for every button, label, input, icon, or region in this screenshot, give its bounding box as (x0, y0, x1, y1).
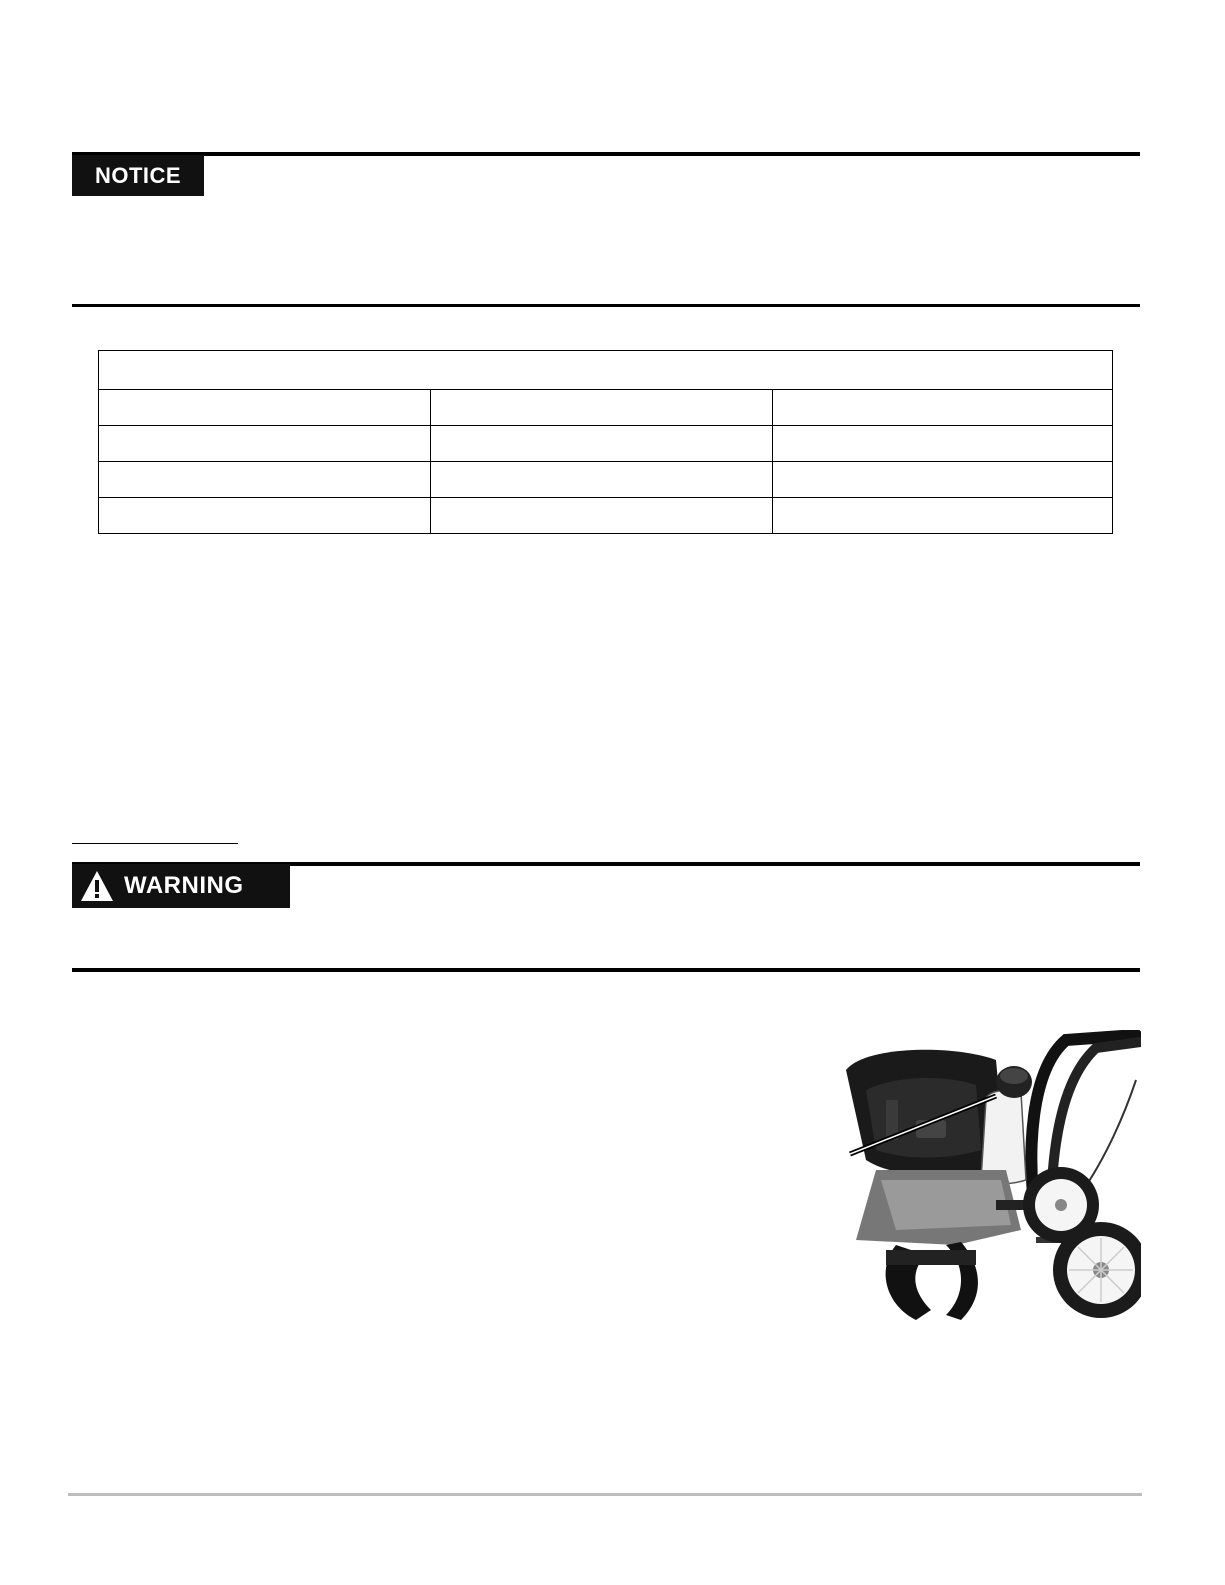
table-cell (773, 390, 1113, 426)
table-row (99, 390, 1113, 426)
warning-bottom-rule (72, 968, 1140, 972)
table-cell (431, 390, 773, 426)
table-cell (773, 426, 1113, 462)
warning-label-text: WARNING (124, 872, 244, 899)
table-row (99, 426, 1113, 462)
table-header-cell (99, 351, 1113, 390)
footer-rule (68, 1493, 1142, 1496)
warning-triangle-icon (80, 870, 114, 902)
table-row (99, 498, 1113, 534)
table-cell (773, 498, 1113, 534)
table-cell (431, 426, 773, 462)
table-header-row (99, 351, 1113, 390)
table-cell (773, 462, 1113, 498)
table-cell (99, 390, 431, 426)
table-cell (99, 462, 431, 498)
table-cell (99, 498, 431, 534)
notice-label-text: NOTICE (94, 162, 182, 188)
table-row (99, 462, 1113, 498)
table-cell (99, 426, 431, 462)
fuel-mix-table (98, 350, 1113, 534)
notice-label (72, 155, 204, 196)
section-heading-underline (72, 843, 238, 844)
notice-top-rule (72, 152, 1140, 156)
table-cell (431, 498, 773, 534)
notice-bottom-rule (72, 304, 1140, 307)
tiller-fuel-tank-photo (836, 1030, 1141, 1328)
table-cell (431, 462, 773, 498)
warning-label (72, 864, 290, 908)
